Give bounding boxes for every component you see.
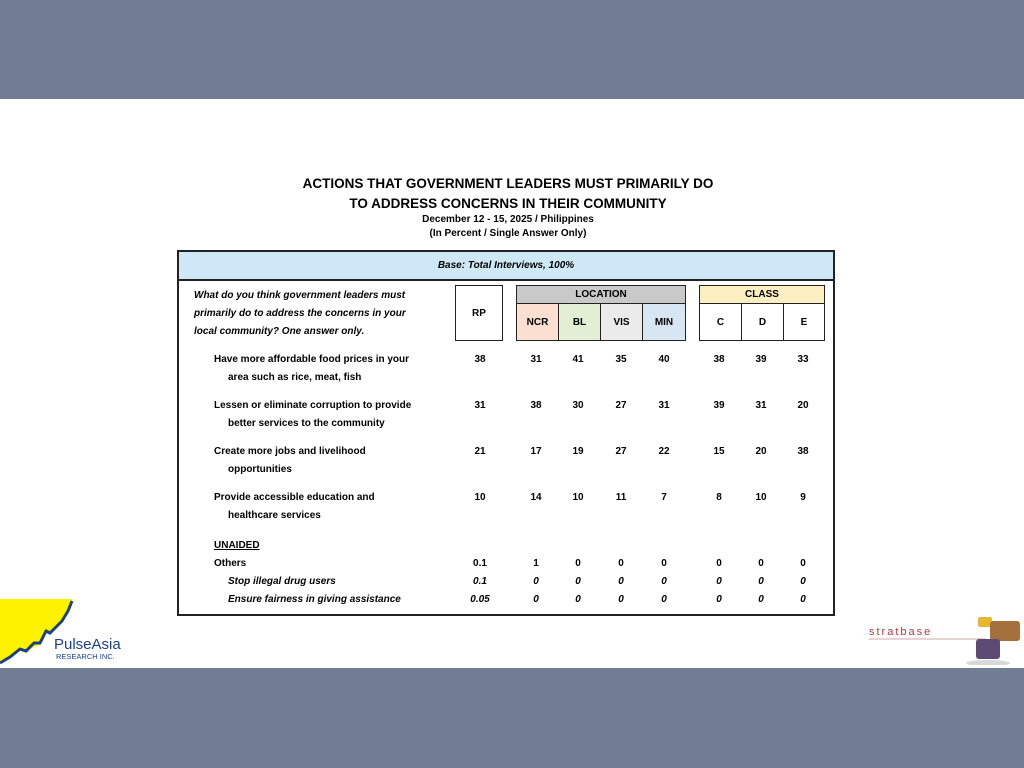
- table-cell: 31: [658, 400, 670, 411]
- col-e: E: [783, 304, 825, 341]
- question-line-2: primarily do to address the concerns in your: [194, 308, 406, 319]
- table-cell: 10: [572, 492, 584, 503]
- table-cell: 0: [716, 594, 722, 605]
- row-label: Create more jobs and livelihood: [214, 446, 366, 457]
- title-line-1: ACTIONS THAT GOVERNMENT LEADERS MUST PRIMARILY DO: [302, 176, 714, 191]
- pulseasia-logo-graphic: [0, 599, 140, 665]
- sub-row-label: Ensure fairness in giving assistance: [228, 594, 401, 605]
- table-cell: 0: [716, 558, 722, 569]
- others-label: Others: [214, 558, 247, 569]
- table-cell: 31: [755, 400, 767, 411]
- unaided-label: UNAIDED: [214, 540, 260, 551]
- table-cell: 21: [474, 446, 486, 457]
- table-cell: 14: [530, 492, 542, 503]
- row-label-cont: opportunities: [228, 464, 292, 475]
- table-cell: 0: [716, 576, 722, 587]
- table-cell: 20: [755, 446, 767, 457]
- stratbase-logo-graphic: [866, 617, 1022, 665]
- table-cell: 35: [615, 354, 627, 365]
- table-cell: 0: [575, 558, 581, 569]
- table-cell: 17: [530, 446, 542, 457]
- table-cell: 0: [618, 576, 624, 587]
- table-cell: 40: [658, 354, 670, 365]
- table-cell: 19: [572, 446, 584, 457]
- table-cell: 0: [661, 558, 667, 569]
- table-cell: 0: [618, 558, 624, 569]
- table-cell: 9: [800, 492, 806, 503]
- table-cell: 0: [758, 558, 764, 569]
- row-label-cont: better services to the community: [228, 418, 385, 429]
- question-line-3: local community? One answer only.: [194, 326, 365, 337]
- table-cell: 10: [474, 492, 486, 503]
- table-cell: 31: [474, 400, 486, 411]
- class-header: CLASS: [699, 285, 825, 304]
- table-cell: 0.1: [473, 576, 487, 587]
- table-cell: 0: [661, 594, 667, 605]
- stratbase-logo: [866, 617, 1022, 665]
- row-label-cont: area such as rice, meat, fish: [228, 372, 362, 383]
- table-cell: 38: [474, 354, 486, 365]
- table-cell: 0: [800, 558, 806, 569]
- table-cell: 22: [658, 446, 670, 457]
- table-cell: 0: [661, 576, 667, 587]
- table-cell: 41: [572, 354, 584, 365]
- table-cell: 38: [797, 446, 809, 457]
- col-vis: VIS: [600, 304, 643, 341]
- pulseasia-logo: [0, 599, 140, 665]
- col-c: C: [699, 304, 742, 341]
- table-cell: 0: [758, 594, 764, 605]
- table-cell: 0: [575, 594, 581, 605]
- table-cell: 0.1: [473, 558, 487, 569]
- rp-header: RP: [455, 285, 503, 341]
- title-line-2: TO ADDRESS CONCERNS IN THEIR COMMUNITY: [349, 196, 667, 211]
- pulseasia-wordmark: PulseAsia: [54, 636, 121, 653]
- stratbase-wordmark: stratbase: [869, 626, 933, 638]
- table-cell: 38: [713, 354, 725, 365]
- pulseasia-subtitle: RESEARCH INC.: [56, 652, 115, 661]
- table-cell: 27: [615, 446, 627, 457]
- row-label: Have more affordable food prices in your: [214, 354, 410, 365]
- col-min: MIN: [642, 304, 686, 341]
- table-cell: 0: [800, 594, 806, 605]
- table-cell: 0.05: [470, 594, 490, 605]
- table-cell: 27: [615, 400, 627, 411]
- row-label: Provide accessible education and: [214, 492, 375, 503]
- survey-date: December 12 - 15, 2025 / Philippines: [422, 214, 594, 225]
- col-ncr: NCR: [516, 304, 559, 341]
- table-cell: 0: [618, 594, 624, 605]
- table-cell: 7: [661, 492, 667, 503]
- table-cell: 39: [755, 354, 767, 365]
- col-d: D: [741, 304, 784, 341]
- table-cell: 30: [572, 400, 584, 411]
- table-cell: 15: [713, 446, 725, 457]
- table-cell: 0: [575, 576, 581, 587]
- location-header: LOCATION: [516, 285, 686, 304]
- base-bar: Base: Total Interviews, 100%: [179, 252, 833, 281]
- table-cell: 1: [533, 558, 539, 569]
- table-cell: 33: [797, 354, 809, 365]
- table-cell: 0: [533, 594, 539, 605]
- table-cell: 39: [713, 400, 725, 411]
- table-cell: 8: [716, 492, 722, 503]
- survey-note: (In Percent / Single Answer Only): [429, 228, 587, 239]
- table-cell: 31: [530, 354, 542, 365]
- question-line-1: What do you think government leaders must: [194, 290, 406, 301]
- row-label: Lessen or eliminate corruption to provide: [214, 400, 412, 411]
- table-cell: 0: [533, 576, 539, 587]
- table-cell: 0: [800, 576, 806, 587]
- table-cell: 11: [615, 492, 627, 503]
- results-table: [177, 250, 835, 616]
- table-cell: 0: [758, 576, 764, 587]
- slide: [0, 99, 1024, 668]
- table-cell: 10: [755, 492, 767, 503]
- table-cell: 20: [797, 400, 809, 411]
- sub-row-label: Stop illegal drug users: [228, 576, 336, 587]
- col-bl: BL: [558, 304, 601, 341]
- row-label-cont: healthcare services: [228, 510, 321, 521]
- table-cell: 38: [530, 400, 542, 411]
